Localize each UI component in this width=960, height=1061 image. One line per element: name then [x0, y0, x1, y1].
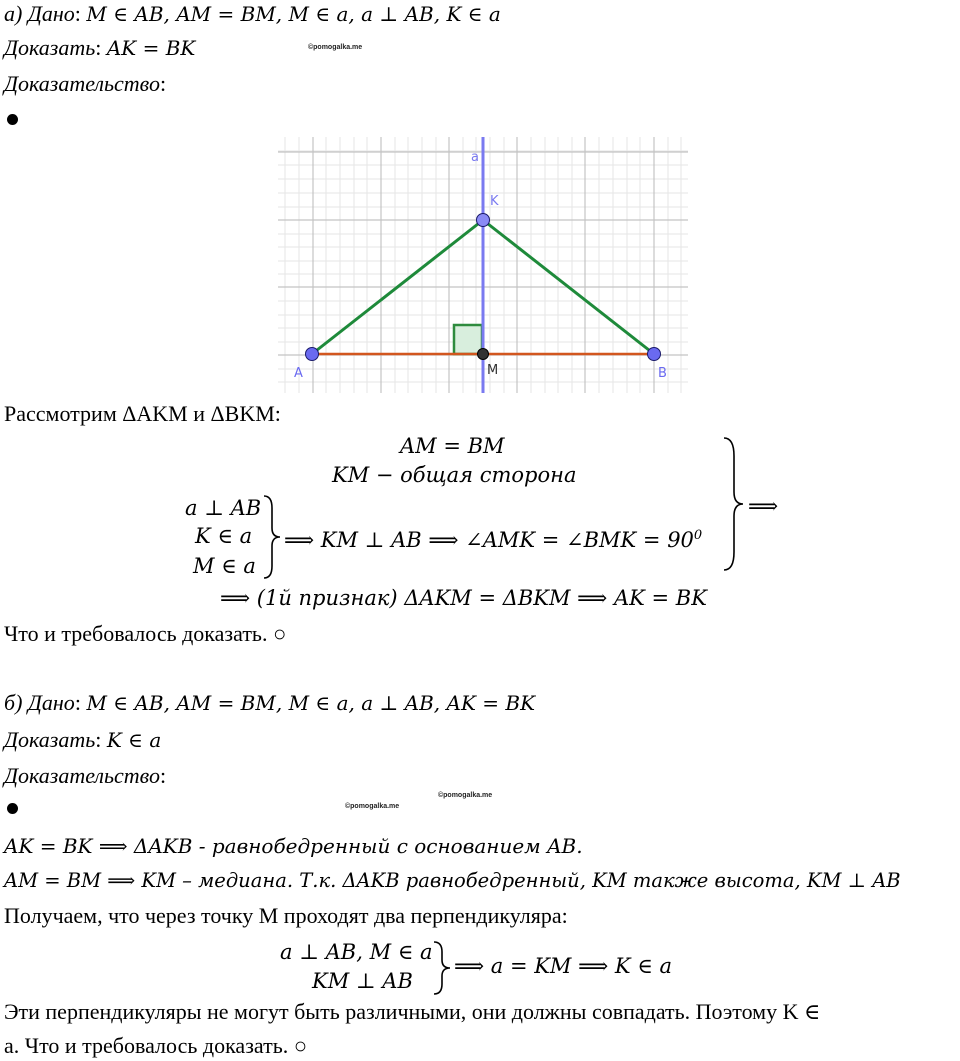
- system-a-line2: K ∈ a: [195, 524, 253, 548]
- prove-formula-b: K ∈ a: [106, 728, 162, 752]
- point-a: [306, 348, 319, 361]
- given-formula-b: M ∈ AB, AM = BM, M ∈ a, a ⊥ AB, AK = BK: [86, 691, 536, 715]
- right-angle-mark: [454, 325, 482, 354]
- big-brace-a: [722, 436, 746, 572]
- given-label-a: а) Дано: [4, 1, 75, 26]
- brace-b: [432, 940, 452, 996]
- proof-b-line4: Эти перпендикуляры не могут быть различными, они должны совпадать. Поэтому K ∈: [4, 999, 821, 1024]
- point-m: [478, 349, 489, 360]
- proof-b-line1: AK = BK ⟹ ΔAKB - равнобедренный с основанием AB.: [4, 834, 583, 858]
- proof-b-line3: Получаем, что через точку М проходят два перпендикуляра:: [4, 903, 568, 928]
- big-implication-arrow: ⟹: [748, 494, 779, 518]
- point-k: [477, 214, 490, 227]
- qed-a: Что и требовалось доказать. ○: [4, 621, 287, 646]
- proof-label-a-line: Доказательство:: [4, 71, 167, 96]
- label-m: M: [487, 363, 499, 378]
- proof-label-b: Доказательство: [4, 763, 160, 788]
- small-brace-a: [262, 494, 282, 580]
- bullet: [7, 803, 18, 814]
- conclusion-a: ⟹ (1й признак) ΔAKM = ΔBKM ⟹ AK = BK: [220, 586, 707, 610]
- given-label-b: б) Дано: [4, 690, 75, 715]
- given-formula-a: M ∈ AB, AM = BM, M ∈ a, a ⊥ AB, K ∈ a: [86, 2, 501, 26]
- prove-label-a: Доказать: [4, 35, 96, 60]
- label-point-a: A: [294, 366, 303, 381]
- watermark: ©pomogalka.me: [345, 803, 400, 810]
- equality-am-bm: AM = BM: [400, 434, 505, 458]
- prove-b: Доказать: K ∈ a: [4, 727, 162, 752]
- common-side: KM − общая сторона: [332, 463, 577, 487]
- system-a-line1: a ⊥ AB: [185, 496, 262, 520]
- degree-sup: 0: [693, 528, 703, 543]
- prove-label-b: Доказать: [4, 727, 96, 752]
- given-a: а) Дано: M ∈ AB, AM = BM, M ∈ a, a ⊥ AB, K ∈ a: [4, 1, 501, 26]
- proof-b-line2: AM = BM ⟹ KM – медиана. Т.к. ΔAKB равнобедренный, KM также высота, KM ⊥ AB: [4, 869, 901, 892]
- consider-line: Рассмотрим ΔAKM и ΔBKM:: [4, 401, 281, 426]
- proof-b-line5: a. Что и требовалось доказать. ○: [4, 1033, 308, 1058]
- bullet: [7, 114, 18, 125]
- proof-label-b-line: Доказательство:: [4, 763, 167, 788]
- geometry-figure: [278, 137, 688, 393]
- point-b: [648, 348, 661, 361]
- system-a-line3: M ∈ a: [193, 554, 256, 578]
- system-a-result-text: ⟹ KM ⊥ AB ⟹ ∠AMK = ∠BMK = 90: [284, 528, 694, 552]
- watermark: ©pomogalka.me: [438, 792, 493, 799]
- system-b-line1: a ⊥ AB, M ∈ a: [280, 940, 433, 964]
- system-b-result: ⟹ a = KM ⟹ K ∈ a: [454, 954, 672, 978]
- prove-a: Доказать: AK = BK: [4, 35, 196, 60]
- label-a-line: a: [471, 150, 479, 165]
- system-b-line2: KM ⊥ AB: [312, 969, 413, 993]
- watermark: ©pomogalka.me: [308, 44, 363, 51]
- label-k: K: [490, 194, 499, 209]
- proof-label-a: Доказательство: [4, 71, 160, 96]
- system-a-result: [284, 522, 702, 554]
- label-point-b: B: [658, 366, 667, 381]
- given-b: б) Дано: M ∈ AB, AM = BM, M ∈ a, a ⊥ AB, AK = BK: [4, 690, 536, 715]
- prove-formula-a: AK = BK: [106, 36, 196, 60]
